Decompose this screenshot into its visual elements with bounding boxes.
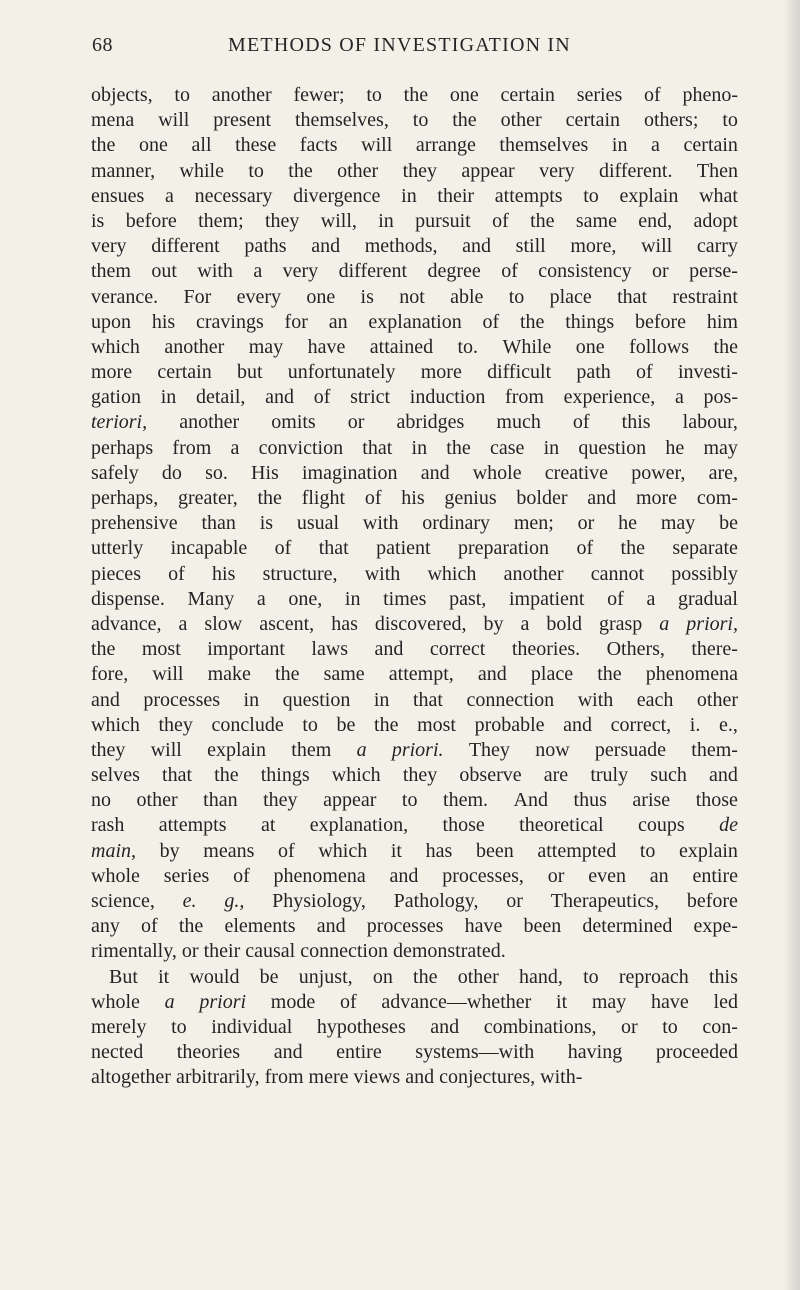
text-line: which they conclude to be the most probable and correct, i. e., — [91, 713, 738, 736]
text-line: them out with a very different degree of consistency or perse- — [91, 260, 738, 283]
text-line: main, by means of which it has been attempted to explain — [91, 839, 738, 862]
text-line: and processes in question in that connection with each other — [91, 688, 738, 711]
text-line: teriori, another omits or abridges much of this labour, — [91, 411, 738, 434]
text-line: advance, a slow ascent, has discovered, by a bold grasp a priori, — [91, 612, 738, 635]
text-line: more certain but unfortunately more difficult path of investi- — [91, 361, 738, 384]
text-line: ensues a necessary divergence in their attempts to explain what — [91, 184, 738, 207]
text-line: perhaps from a conviction that in the case in question he may — [91, 436, 738, 459]
text-line: rimentally, or their causal connection demonstrated. — [91, 940, 506, 963]
page-number: 68 — [92, 34, 113, 56]
text-line: altogether arbitrarily, from mere views and conjectures, with- — [91, 1066, 583, 1089]
text-line: manner, while to the other they appear very different. Then — [91, 159, 738, 182]
text-line: utterly incapable of that patient preparation of the separate — [91, 537, 738, 560]
text-line: prehensive than is usual with ordinary men; or he may be — [91, 512, 738, 535]
text-line: But it would be unjust, on the other hand, to reproach this — [109, 965, 738, 988]
text-line: upon his cravings for an explanation of the things before him — [91, 310, 738, 333]
running-head: METHODS OF INVESTIGATION IN — [228, 34, 571, 56]
text-line: no other than they appear to them. And thus arise those — [91, 789, 738, 812]
text-line: they will explain them a priori. They now persuade them- — [91, 738, 738, 761]
text-line: selves that the things which they observe are truly such and — [91, 764, 738, 787]
text-line: any of the elements and processes have been determined expe- — [91, 915, 738, 938]
text-line: the most important laws and correct theories. Others, there- — [91, 638, 738, 661]
text-line: which another may have attained to. While one follows the — [91, 335, 738, 358]
text-line: science, e. g., Physiology, Pathology, or Therapeutics, before — [91, 890, 738, 912]
text-line: safely do so. His imagination and whole creative power, are, — [91, 461, 738, 484]
text-line: objects, to another fewer; to the one certain series of pheno- — [91, 84, 738, 106]
text-line: dispense. Many a one, in times past, impatient of a gradual — [91, 587, 738, 610]
text-line: nected theories and entire systems—with having proceeded — [91, 1041, 738, 1064]
text-line: is before them; they will, in pursuit of the same end, adopt — [91, 209, 738, 232]
text-line: rash attempts at explanation, those theoretical coups de — [91, 814, 738, 837]
text-line: verance. For every one is not able to place that restraint — [91, 285, 738, 308]
text-line: merely to individual hypotheses and combinations, or to con- — [91, 1015, 738, 1038]
text-line: perhaps, greater, the flight of his genius bolder and more com- — [91, 487, 738, 509]
text-line: very different paths and methods, and still more, will carry — [91, 235, 738, 258]
text-line: mena will present themselves, to the other certain others; to — [91, 109, 738, 132]
text-line: whole series of phenomena and processes, or even an entire — [91, 864, 738, 887]
text-line: gation in detail, and of strict induction from experience, a pos- — [91, 386, 738, 409]
text-line: pieces of his structure, with which another cannot possibly — [91, 562, 738, 585]
page-edge-shadow — [784, 0, 800, 1290]
body-text — [91, 83, 738, 1091]
text-line: whole a priori mode of advance—whether it may have led — [91, 990, 738, 1013]
text-line: the one all these facts will arrange themselves in a certain — [91, 134, 738, 157]
text-line: fore, will make the same attempt, and place the phenomena — [91, 663, 738, 686]
page-header — [92, 34, 732, 64]
